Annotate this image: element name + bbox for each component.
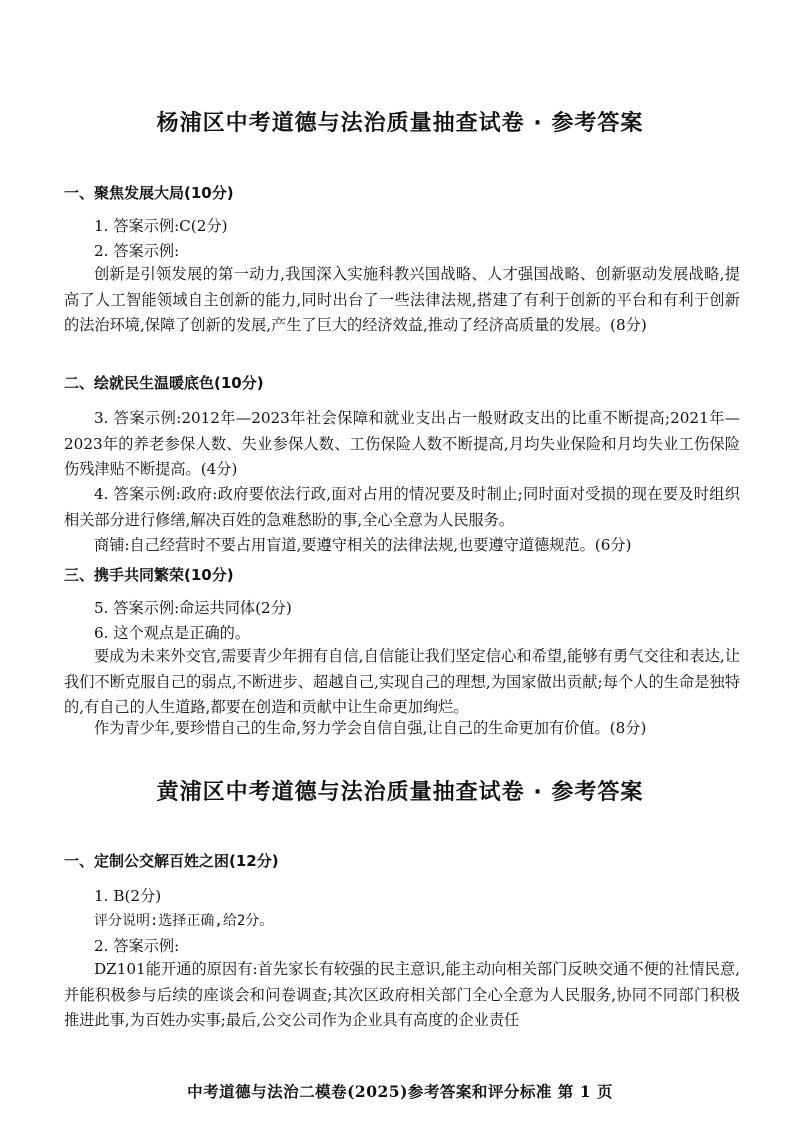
huangpu-section-1-heading: 一、定制公交解百姓之困(12分) bbox=[64, 852, 279, 870]
yangpu-answer-6-conclusion: 作为青少年,要珍惜自己的生命,努力学会自信自强,让自己的生命更加有价值。(8分) bbox=[94, 719, 647, 737]
yangpu-section-3-heading: 三、携手共同繁荣(10分) bbox=[64, 566, 234, 584]
yangpu-answer-6-label: 6. 这个观点是正确的。 bbox=[94, 624, 251, 642]
yangpu-answer-2-text: 创新是引领发展的第一动力,我国深入实施科教兴国战略、人才强国战略、创新驱动发展战略,提高了人工智能领域自主创新的能力,同时出台了一些法律法规,搭建了有利于创新的平台和有利于创新的法治环境,保障了创新的发展,产生了巨大的经济效益,推动了经济高质量的发展。(8分) bbox=[64, 265, 740, 334]
page-title-yangpu: 杨浦区中考道德与法治质量抽查试卷 · 参考答案 bbox=[156, 111, 644, 136]
yangpu-answer-3-text: 3. 答案示例:2012年—2023年社会保障和就业支出占一般财政支出的比重不断提高;2021年—2023年的养老参保人数、失业参保人数、工伤保险人数不断提高,月均失业保险和月均失业工伤保险伤残津贴不断提高。(4分) bbox=[64, 409, 740, 478]
yangpu-answer-5: 5. 答案示例:命运共同体(2分) bbox=[94, 599, 292, 617]
yangpu-answer-4-shop: 商铺:自己经营时不要占用盲道,要遵守相关的法律法规,也要遵守道德规范。(6分) bbox=[94, 536, 632, 554]
page-title-huangpu: 黄浦区中考道德与法治质量抽查试卷 · 参考答案 bbox=[156, 780, 644, 805]
yangpu-answer-2-label: 2. 答案示例: bbox=[94, 242, 180, 260]
huangpu-answer-1: 1. B(2分) bbox=[94, 887, 162, 905]
yangpu-answer-1: 1. 答案示例:C(2分) bbox=[94, 217, 228, 235]
page-footer: 中考道德与法治二模卷(2025)参考答案和评分标准 第 1 页 bbox=[187, 1082, 613, 1101]
yangpu-answer-6-text: 要成为未来外交官,需要青少年拥有自信,自信能让我们坚定信心和希望,能够有勇气交往和表达,让我们不断克服自己的弱点,不断进步、超越自己,实现自己的理想,为国家做出贡献;每个人的生命是独特的,有自己的人生道路,都要在创造和贡献中让生命更加绚烂。 bbox=[64, 647, 740, 716]
yangpu-section-2-heading: 二、绘就民生温暖底色(10分) bbox=[64, 374, 264, 392]
yangpu-section-1-heading: 一、聚焦发展大局(10分) bbox=[64, 184, 234, 202]
huangpu-answer-2-label: 2. 答案示例: bbox=[94, 937, 180, 955]
huangpu-answer-2-text: DZ101能开通的原因有:首先家长有较强的民主意识,能主动向相关部门反映交通不便的社情民意,并能积极参与后续的座谈会和问卷调查;其次区政府相关部门全心全意为人民服务,协同不同部门积极推进此事,为百姓办实事;最后,公交公司作为企业具有高度的企业责任 bbox=[64, 960, 740, 1029]
yangpu-answer-4-text: 4. 答案示例:政府:政府要依法行政,面对占用的情况要及时制止;同时面对受损的现在要及时组织相关部分进行修缮,解决百姓的急难愁盼的事,全心全意为人民服务。 bbox=[64, 485, 740, 529]
huangpu-scoring-note: 评分说明:选择正确,给2分。 bbox=[94, 913, 274, 929]
